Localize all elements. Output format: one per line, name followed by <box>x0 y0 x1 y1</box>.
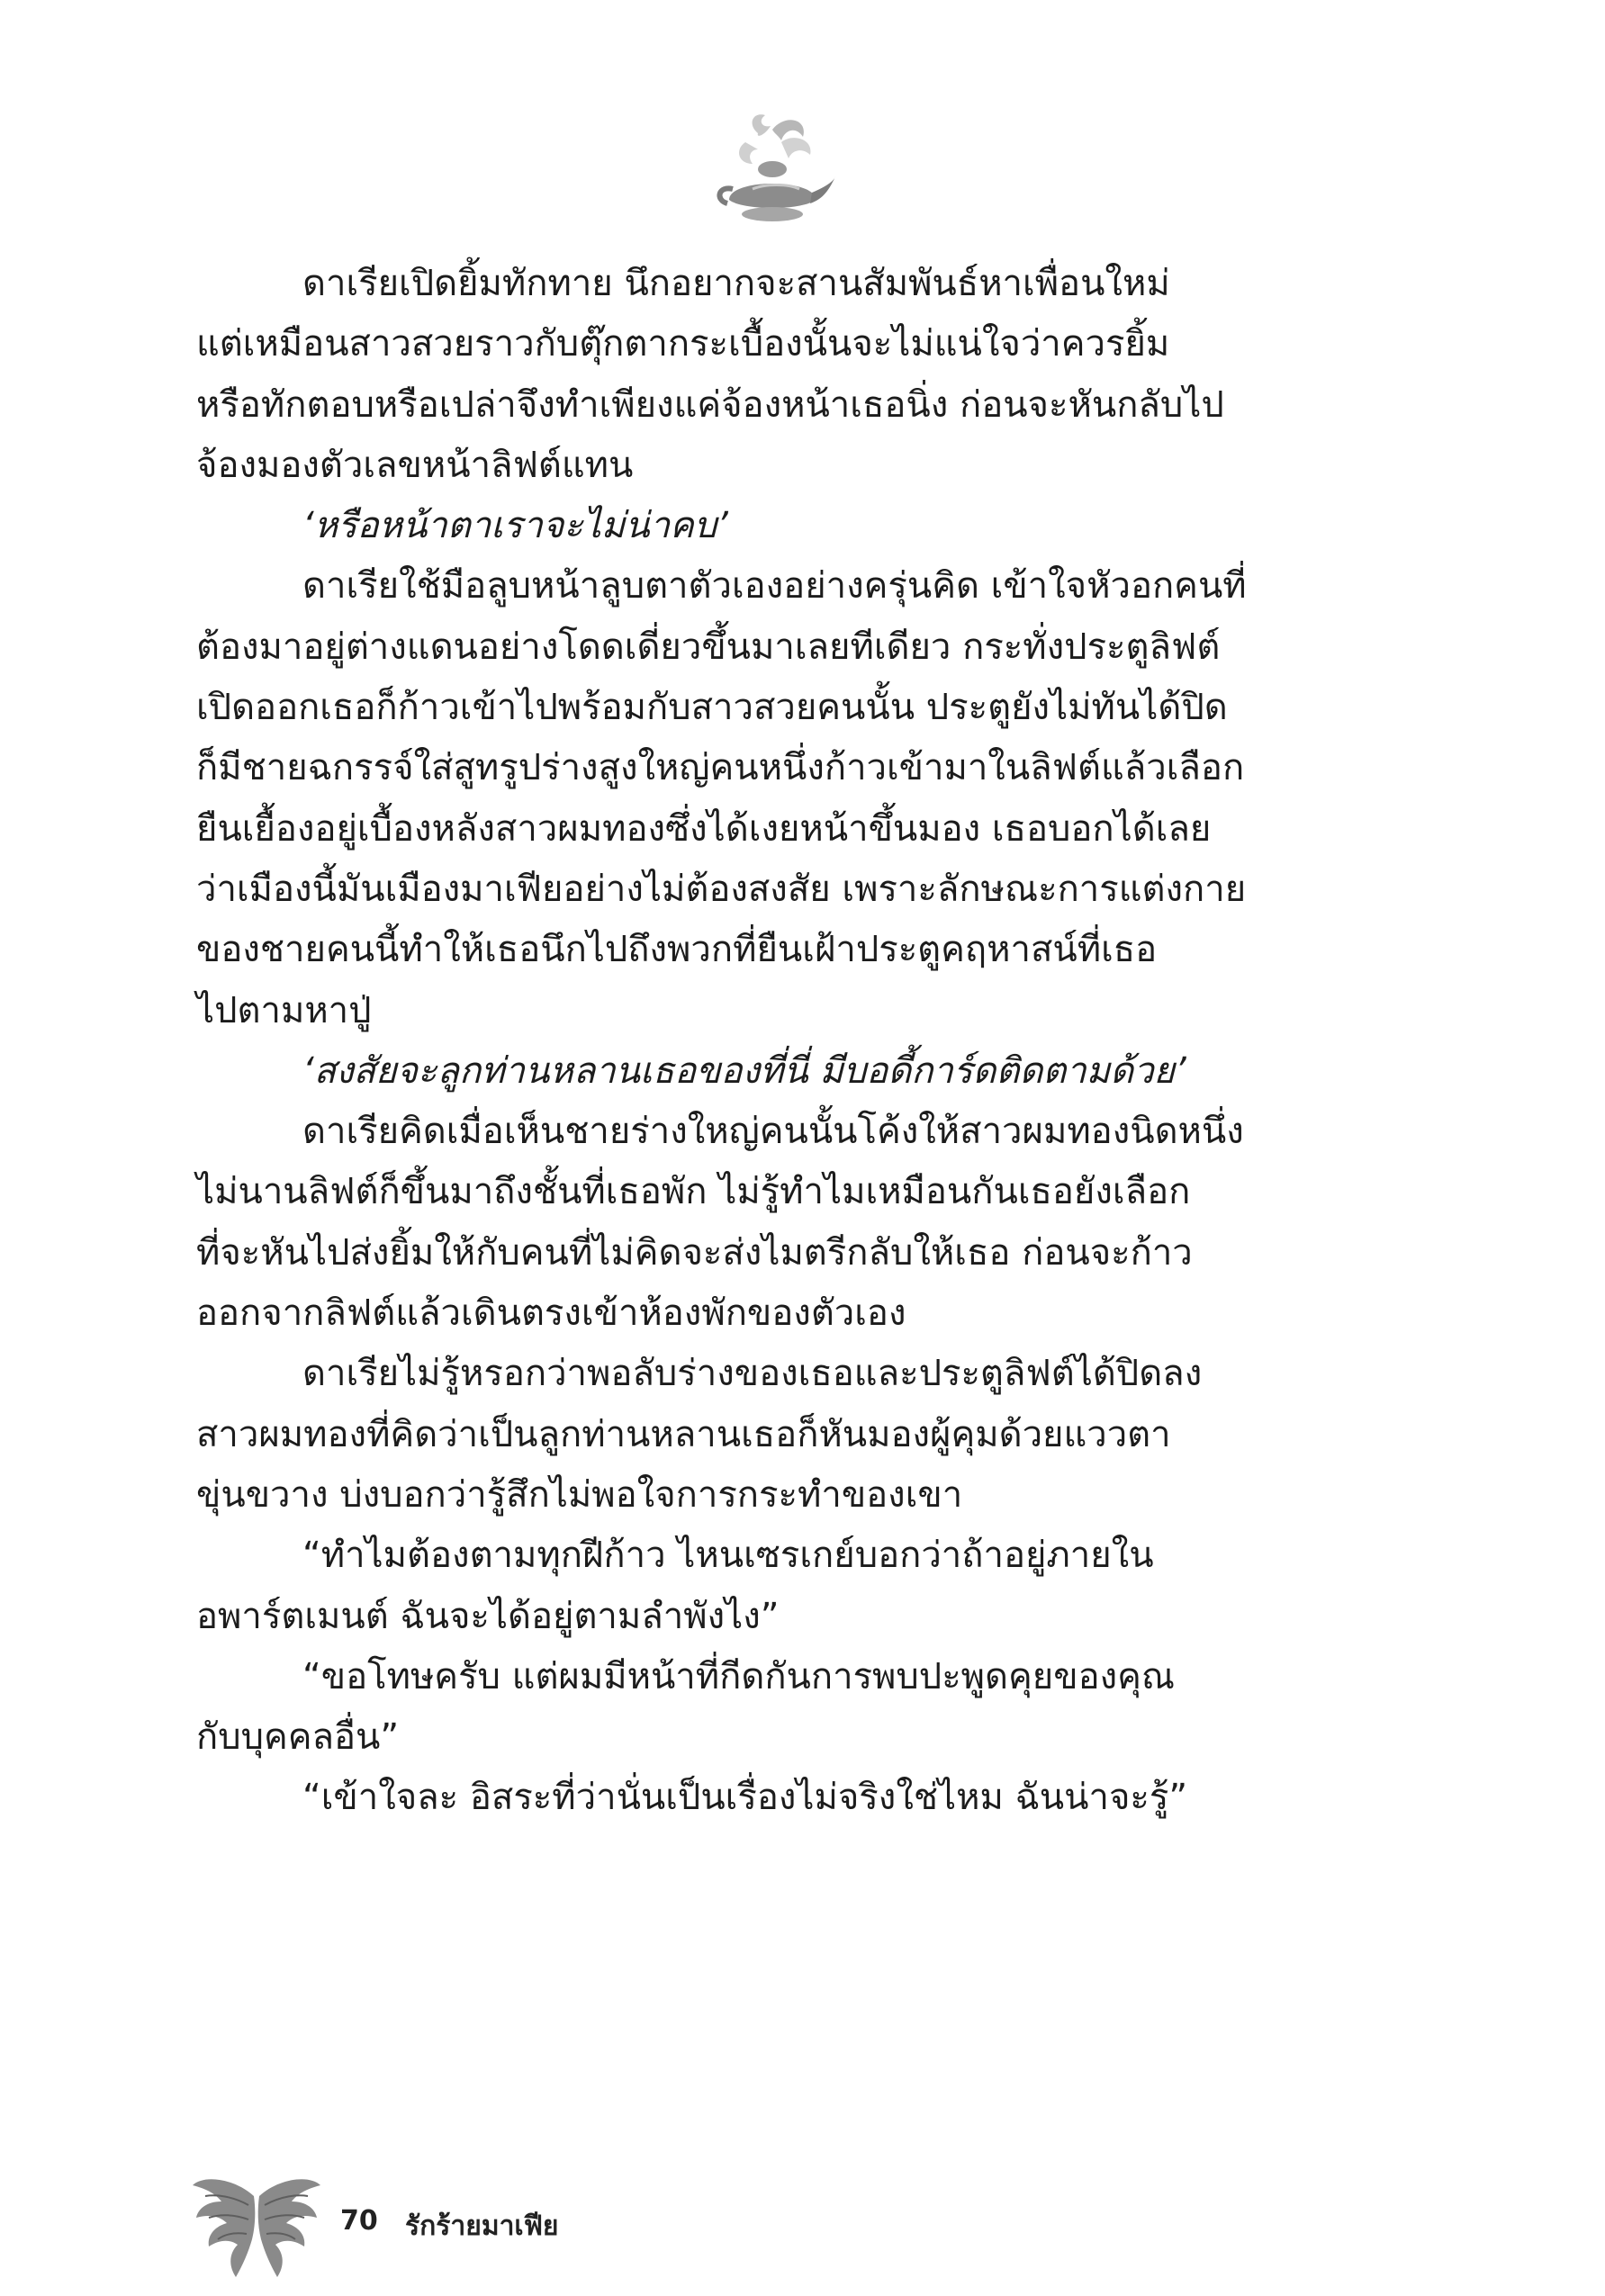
text-line: อพาร์ตเมนต์ ฉันจะได้อยู่ตามลำพังไง” <box>196 1595 780 1637</box>
paragraph <box>196 1768 1338 1828</box>
text-line: ว่าเมืองนี้มันเมืองมาเฟียอย่างไม่ต้องสงสัย เพราะลักษณะการแต่งกาย <box>196 868 1247 910</box>
text-line: ขุ่นขวาง บ่งบอกว่ารู้สึกไม่พอใจการกระทำของเขา <box>196 1473 963 1516</box>
paragraph <box>196 1102 1338 1344</box>
text-line: กับบุคคลอื่น” <box>196 1716 400 1759</box>
paragraph <box>196 1647 1338 1769</box>
text-line: “เข้าใจละ อิสระที่ว่านั่นเป็นเรื่องไม่จริงใช่ไหม ฉันน่าจะรู้” <box>302 1777 1188 1819</box>
text-line: ไปตามหาปู่ <box>196 989 372 1031</box>
text-line: ของชายคนนี้ทำให้เธอนึกไปถึงพวกที่ยืนเฝ้าประตูคฤหาสน์ที่เธอ <box>196 929 1158 971</box>
text-line: สาวผมทองที่คิดว่าเป็นลูกท่านหลานเธอก็หันมองผู้คุมด้วยแววตา <box>196 1413 1171 1455</box>
paragraph <box>196 1344 1338 1526</box>
text-line: ก็มีชายฉกรรจ์ใส่สูทรูปร่างสูงใหญ่คนหนึ่งก้าวเข้ามาในลิฟต์แล้วเลือก <box>196 747 1245 789</box>
text-line: แต่เหมือนสาวสวยราวกับตุ๊กตากระเบื้องนั้นจะไม่แน่ใจว่าควรยิ้ม <box>196 323 1170 365</box>
text-line: จ้องมองตัวเลขหน้าลิฟต์แทน <box>196 444 634 486</box>
paragraph <box>196 1526 1338 1647</box>
page-number: 70 <box>340 2205 378 2237</box>
text-line: ‘สงสัยจะลูกท่านหลานเธอของที่นี่ มีบอดี้การ์ดติดตามด้วย’ <box>302 1049 1186 1092</box>
text-line: ดาเรียคิดเมื่อเห็นชายร่างใหญ่คนนั้นโค้งให้สาวผมทองนิดหนึ่ง <box>302 1111 1244 1153</box>
text-line: หรือทักตอบหรือเปล่าจึงทำเพียงแค่จ้องหน้าเธอนิ่ง ก่อนจะหันกลับไป <box>196 383 1224 426</box>
text-line: ดาเรียเปิดยิ้มทักทาย นึกอยากจะสานสัมพันธ์หาเพื่อนใหม่ <box>302 263 1170 304</box>
text-line: ดาเรียใช้มือลูบหน้าลูบตาตัวเองอย่างครุ่นคิด เข้าใจหัวอกคนที่ <box>302 565 1247 608</box>
page-footer <box>189 2169 729 2286</box>
text-line: เปิดออกเธอก็ก้าวเข้าไปพร้อมกับสาวสวยคนนั้น ประตูยังไม่ทันได้ปิด <box>196 687 1228 729</box>
text-line: ที่จะหันไปส่งยิ้มให้กับคนที่ไม่คิดจะส่งไมตรีกลับให้เธอ ก่อนจะก้าว <box>196 1231 1193 1274</box>
text-line: “ทำไมต้องตามทุกฝีก้าว ไหนเซรเกย์บอกว่าถ้าอยู่ภายใน <box>302 1535 1154 1577</box>
text-line: ออกจากลิฟต์แล้วเดินตรงเข้าห้องพักของตัวเอง <box>196 1292 906 1335</box>
text-line: ดาเรียไม่รู้หรอกว่าพอลับร่างของเธอและประตูลิฟต์ได้ปิดลง <box>302 1353 1203 1395</box>
angel-wings-icon <box>189 2169 324 2286</box>
text-line: ‘หรือหน้าตาเราจะไม่น่าคบ’ <box>302 505 728 547</box>
text-line: “ขอโทษครับ แต่ผมมีหน้าที่กีดกันการพบปะพูดคุยของคุณ <box>302 1655 1175 1697</box>
magic-lamp-icon <box>702 106 837 241</box>
body-text <box>196 254 1338 1829</box>
paragraph <box>196 254 1338 496</box>
text-line: ไม่นานลิฟต์ก็ขึ้นมาถึงชั้นที่เธอพัก ไม่รู้ทำไมเหมือนกันเธอยังเลือก <box>196 1171 1191 1213</box>
paragraph <box>196 496 1338 556</box>
text-line: ยืนเยื้องอยู่เบื้องหลังสาวผมทองซึ่งได้เงยหน้าขึ้นมอง เธอบอกได้เลย <box>196 807 1212 850</box>
paragraph <box>196 556 1338 1040</box>
paragraph <box>196 1041 1338 1102</box>
text-line: ต้องมาอยู่ต่างแดนอย่างโดดเดี่ยวขึ้นมาเลยทีเดียว กระทั่งประตูลิฟต์ <box>196 626 1221 668</box>
book-title: รักร้ายมาเฟีย <box>405 2210 559 2242</box>
